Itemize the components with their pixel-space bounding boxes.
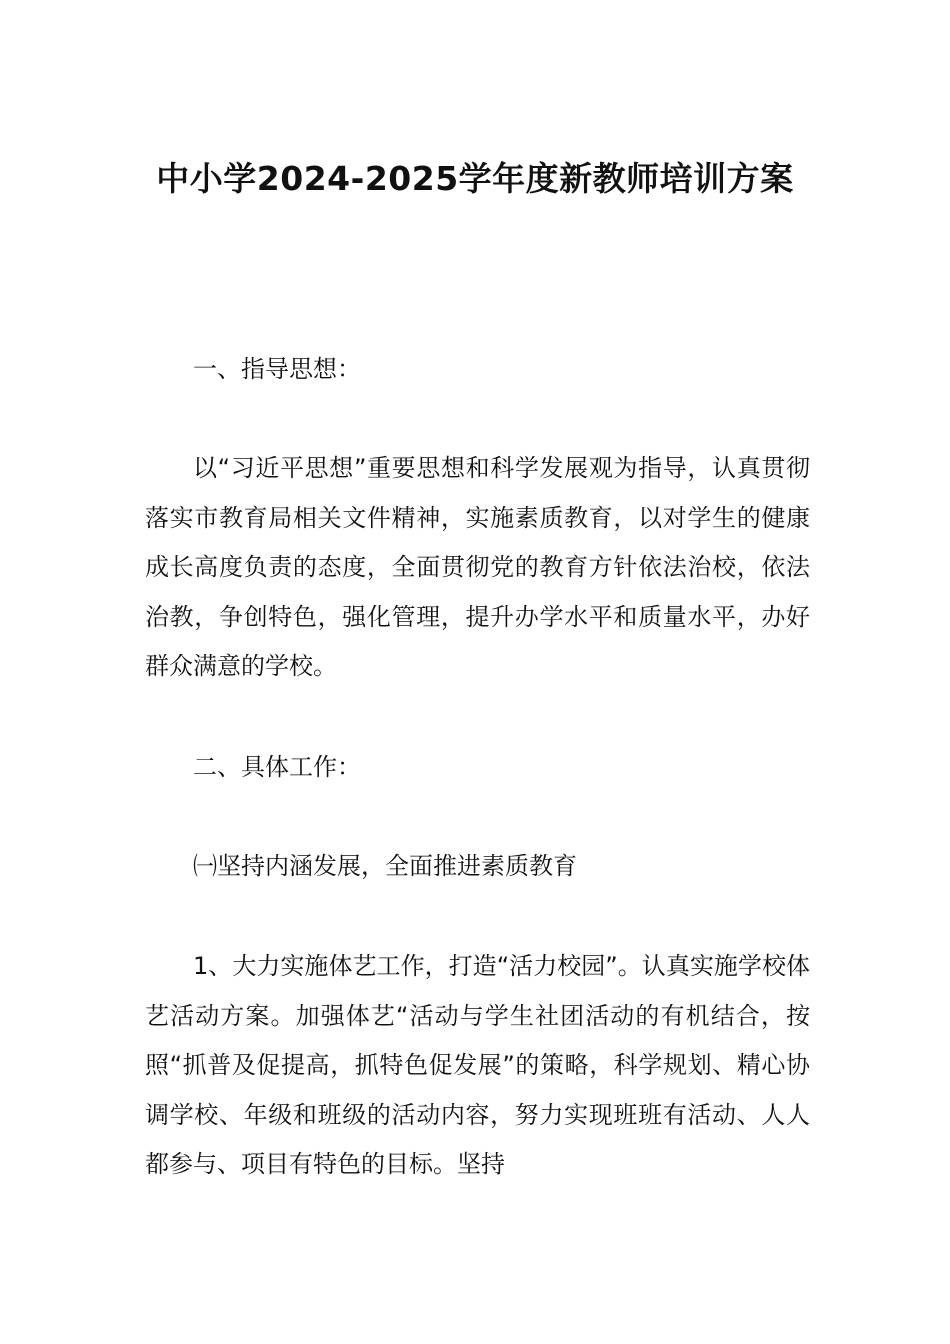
item-1-paragraph: 1、大力实施体艺工作，打造“活力校园”。认真实施学校体艺活动方案。加强体艺“活动与学生社团活动的有机结合，按照“抓普及促提高，抓特色促发展”的策略，科学规划、精心协调学校、年级和班级的活动内容，努力实现班班有活动、人人都参与、项目有特色的目标。坚持 <box>145 952 810 1179</box>
guiding-ideology-paragraph: 以“习近平思想”重要思想和科学发展观为指导，认真贯彻落实市教育局相关文件精神，实施素质教育，以对学生的健康成长高度负责的态度，全面贯彻党的教育方针依法治校，依法治教，争创特色，强化管理，提升办学水平和质量水平，办好群众满意的学校。 <box>145 454 810 681</box>
document-title: 中小学2024-2025学年度新教师培训方案 <box>156 159 794 198</box>
subsection-heading-quality-education: ㈠坚持内涵发展，全面推进素质教育 <box>193 852 577 880</box>
section-heading-guiding-ideology: 一、指导思想： <box>193 355 361 383</box>
section-heading-specific-work: 二、具体工作： <box>193 753 361 781</box>
